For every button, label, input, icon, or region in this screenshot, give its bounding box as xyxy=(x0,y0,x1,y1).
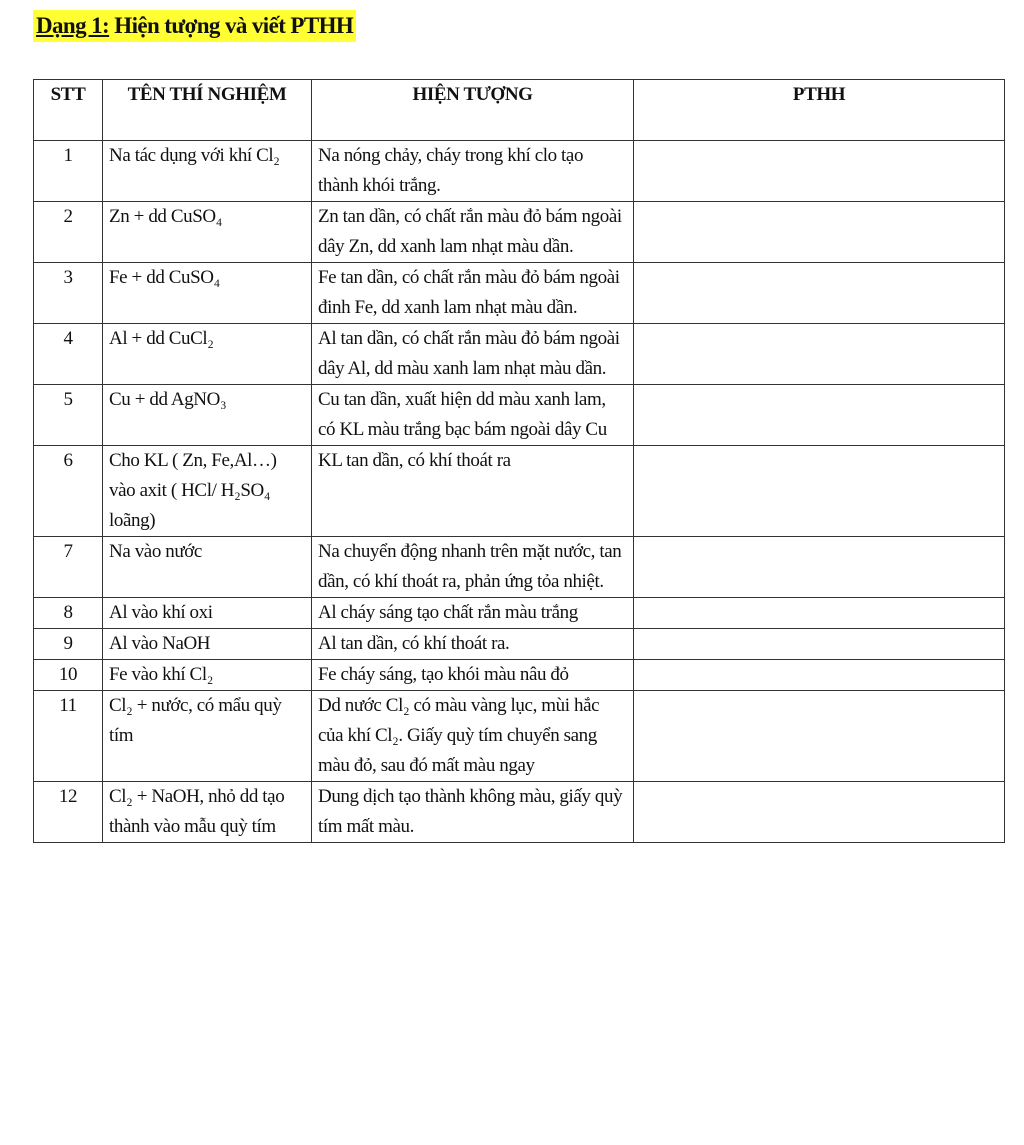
phenomenon-cell: Fe cháy sáng, tạo khói màu nâu đỏ xyxy=(312,660,634,691)
experiment-name-cell: Fe vào khí Cl₂ xyxy=(103,660,312,691)
experiment-name-cell: Na vào nước xyxy=(103,537,312,598)
table-row xyxy=(34,782,1005,843)
pthh-cell[interactable] xyxy=(634,629,1005,660)
stt-cell: 5 xyxy=(34,385,103,446)
stt-cell: 7 xyxy=(34,537,103,598)
table-row xyxy=(34,324,1005,385)
phenomenon-cell: Fe tan dần, có chất rắn màu đỏ bám ngoài đinh Fe, dd xanh lam nhạt màu dần. xyxy=(312,263,634,324)
table-row xyxy=(34,691,1005,782)
table-row xyxy=(34,263,1005,324)
table-row xyxy=(34,629,1005,660)
experiment-name-cell: Al vào NaOH xyxy=(103,629,312,660)
phenomenon-cell: Dd nước Cl₂ có màu vàng lục, mùi hắc của khí Cl₂. Giấy quỳ tím chuyển sang màu đỏ, sau đó mất màu ngay xyxy=(312,691,634,782)
pthh-cell[interactable] xyxy=(634,537,1005,598)
stt-cell: 10 xyxy=(34,660,103,691)
stt-cell: 2 xyxy=(34,202,103,263)
pthh-cell[interactable] xyxy=(634,141,1005,202)
pthh-cell[interactable] xyxy=(634,324,1005,385)
experiments-table xyxy=(33,79,1005,843)
header-experiment-name: TÊN THÍ NGHIỆM xyxy=(103,80,312,141)
pthh-cell[interactable] xyxy=(634,263,1005,324)
pthh-cell[interactable] xyxy=(634,782,1005,843)
page-title xyxy=(33,10,356,42)
stt-cell: 6 xyxy=(34,446,103,537)
experiment-name-cell: Cl₂ + NaOH, nhỏ dd tạo thành vào mẫu quỳ tím xyxy=(103,782,312,843)
table-row xyxy=(34,141,1005,202)
stt-cell: 1 xyxy=(34,141,103,202)
title-label: Dạng 1: xyxy=(36,13,110,38)
table-row xyxy=(34,537,1005,598)
experiment-name-cell: Cl₂ + nước, có mẩu quỳ tím xyxy=(103,691,312,782)
phenomenon-cell: Al tan dần, có chất rắn màu đỏ bám ngoài dây Al, dd màu xanh lam nhạt màu dần. xyxy=(312,324,634,385)
experiment-name-cell: Zn + dd CuSO₄ xyxy=(103,202,312,263)
pthh-cell[interactable] xyxy=(634,202,1005,263)
experiment-name-cell: Fe + dd CuSO₄ xyxy=(103,263,312,324)
pthh-cell[interactable] xyxy=(634,691,1005,782)
stt-cell: 11 xyxy=(34,691,103,782)
pthh-cell[interactable] xyxy=(634,385,1005,446)
table-row xyxy=(34,598,1005,629)
experiment-name-cell: Al vào khí oxi xyxy=(103,598,312,629)
phenomenon-cell: Al tan dần, có khí thoát ra. xyxy=(312,629,634,660)
phenomenon-cell: Al cháy sáng tạo chất rắn màu trắng xyxy=(312,598,634,629)
stt-cell: 12 xyxy=(34,782,103,843)
phenomenon-cell: KL tan dần, có khí thoát ra xyxy=(312,446,634,537)
phenomenon-cell: Zn tan dần, có chất rắn màu đỏ bám ngoài dây Zn, dd xanh lam nhạt màu dần. xyxy=(312,202,634,263)
header-pthh: PTHH xyxy=(634,80,1005,141)
title-text: Hiện tượng và viết PTHH xyxy=(114,13,354,38)
experiment-name-cell: Al + dd CuCl₂ xyxy=(103,324,312,385)
table-row xyxy=(34,202,1005,263)
experiment-name-cell: Cu + dd AgNO₃ xyxy=(103,385,312,446)
pthh-cell[interactable] xyxy=(634,598,1005,629)
pthh-cell[interactable] xyxy=(634,446,1005,537)
phenomenon-cell: Dung dịch tạo thành không màu, giấy quỳ tím mất màu. xyxy=(312,782,634,843)
table-row xyxy=(34,660,1005,691)
table-row xyxy=(34,446,1005,537)
pthh-cell[interactable] xyxy=(634,660,1005,691)
stt-cell: 8 xyxy=(34,598,103,629)
header-phenomenon: HIỆN TƯỢNG xyxy=(312,80,634,141)
phenomenon-cell: Na chuyển động nhanh trên mặt nước, tan dần, có khí thoát ra, phản ứng tỏa nhiệt. xyxy=(312,537,634,598)
phenomenon-cell: Cu tan dần, xuất hiện dd màu xanh lam, có KL màu trắng bạc bám ngoài dây Cu xyxy=(312,385,634,446)
experiment-name-cell: Cho KL ( Zn, Fe,Al…) vào axit ( HCl/ H₂SO₄ loãng) xyxy=(103,446,312,537)
table-header-row xyxy=(34,80,1005,141)
phenomenon-cell: Na nóng chảy, cháy trong khí clo tạo thành khói trắng. xyxy=(312,141,634,202)
header-stt: STT xyxy=(34,80,103,141)
stt-cell: 4 xyxy=(34,324,103,385)
table-row xyxy=(34,385,1005,446)
experiment-name-cell: Na tác dụng với khí Cl₂ xyxy=(103,141,312,202)
stt-cell: 9 xyxy=(34,629,103,660)
stt-cell: 3 xyxy=(34,263,103,324)
